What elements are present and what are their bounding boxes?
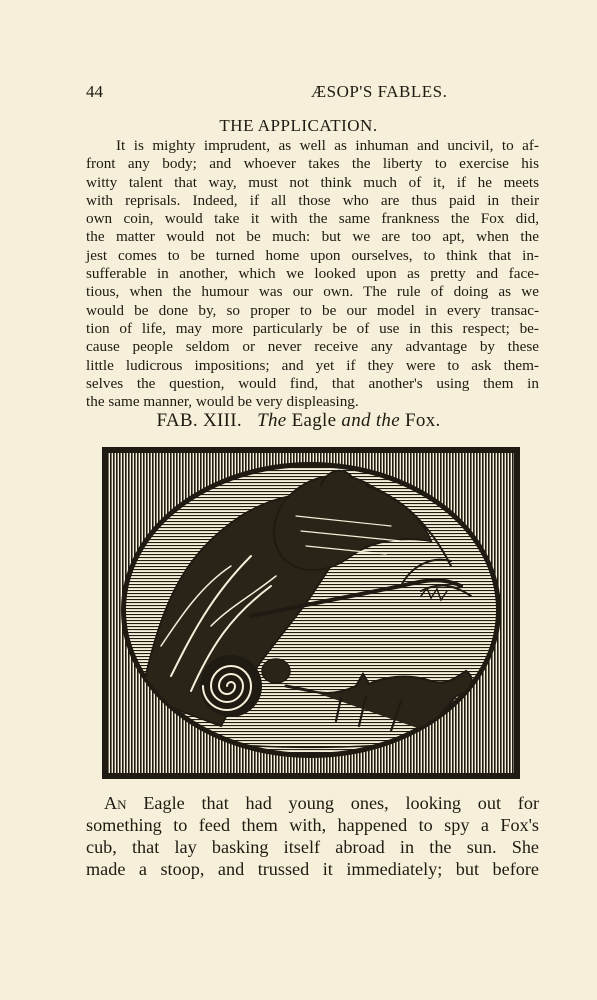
fable-title (0, 410, 597, 432)
fable-line: An Eagle that had young ones, looking out for (104, 793, 540, 813)
fable-text (86, 792, 539, 880)
running-title: ÆSOP'S FABLES. (311, 82, 448, 101)
application-line: with reprisals. Indeed, if all those who are thus paid in their (86, 191, 539, 209)
application-line: sufferable in another, which we looked upon as pretty and face- (86, 265, 539, 283)
application-line: cause people seldom or never receive any advantage by these (86, 338, 539, 356)
application-line: It is mighty imprudent, as well as inhuman and uncivil, to af- (116, 137, 539, 154)
fable-title-eagle: Eagle (291, 410, 337, 431)
fable-line: cub, that lay basking itself abroad in the sun. She (86, 837, 539, 857)
running-head (86, 82, 516, 104)
fable-title-and-the: and the (341, 410, 400, 431)
application-line: the matter would not be much: but we are too apt, when the (86, 228, 539, 246)
application-line: jest comes to be turned home upon ourselves, to think that in- (86, 246, 539, 264)
application-line: tion of life, may more particularly be of use in this respect; be- (86, 319, 539, 337)
application-line: the same manner, would be very displeasing. (86, 393, 359, 411)
fable-number: FAB. XIII. (156, 410, 242, 431)
application-line: little ludicrous impositions; and yet if they were to ask them- (86, 356, 539, 374)
fable-title-fox: Fox. (405, 410, 441, 431)
fable-line: something to feed them with, happened to spy a Fox's (86, 815, 539, 835)
application-line: would be done by, so proper to be our model in every transac- (86, 301, 539, 319)
woodcut-illustration (101, 446, 521, 780)
fable-title-the: The (257, 410, 287, 431)
application-line: tious, when the humour was our own. The rule of doing as we (86, 283, 539, 301)
fable-initial-word: An (104, 793, 127, 813)
application-line: witty talent that way, must not think much of it, if he meets (86, 173, 539, 191)
application-line: front any body; and whoever takes the liberty to exercise his (86, 155, 539, 173)
page-number: 44 (86, 82, 103, 101)
application-text (86, 137, 539, 411)
application-line: own coin, would take it with the same frankness the Fox did, (86, 210, 539, 228)
application-heading: THE APPLICATION. (219, 116, 378, 135)
application-line: selves the question, would find, that another's using them in (86, 374, 539, 392)
fable-line: made a stoop, and trussed it immediately; but before (86, 859, 539, 879)
